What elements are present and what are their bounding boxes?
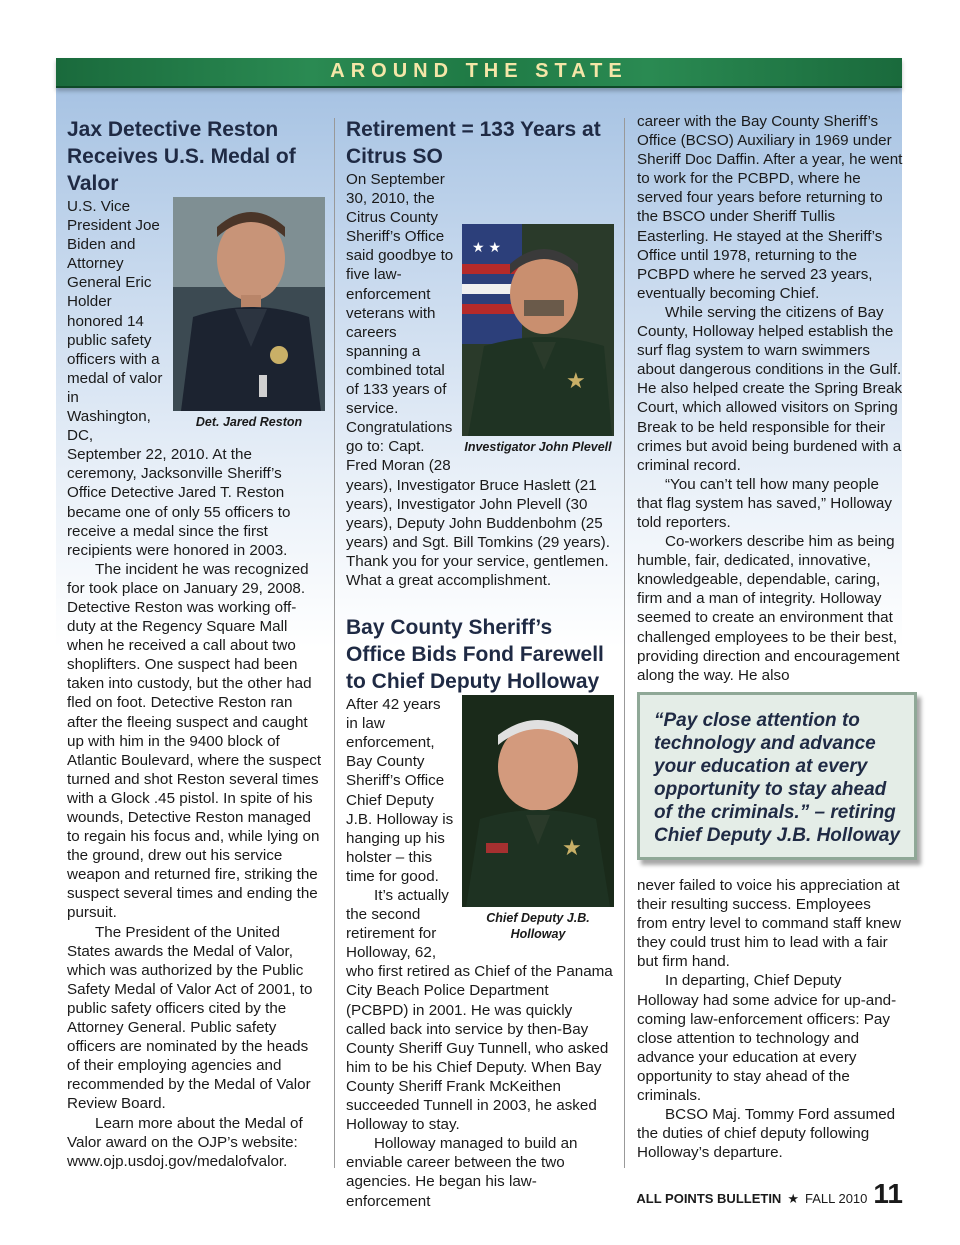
paragraph: “You can’t tell how many people that flag system has saved,” Holloway told reporters. xyxy=(637,475,892,531)
paragraph: career with the Bay County Sheriff’s Office (BCSO) Auxiliary in 1969 under Sheriff Doc Daffin. After a year, he went to work for the PCBPD, where he served four years before returning to the BSCO under Sheriff Tullis Easterling. He stayed at the Sheriff’s Office until 1978, returning to the PCBPD where he served 23 years, eventually becoming Chief. xyxy=(637,113,903,302)
paragraph: It’s actually the second retirement for Holloway, 62, who first retired as Chief of the Panama City Beach Police Department (PCBPD) in 2001. He was quickly called back into service by then-Bay County Sheriff Guy Tunnell, who asked him to be his Chief Deputy. When Bay County Sheriff Frank McKeithen succeeded Tunnell in 2003, he asked Holloway to stay. xyxy=(346,887,613,1134)
article-medal-of-valor xyxy=(67,116,325,1171)
column-divider-right xyxy=(624,118,625,1168)
svg-text:★: ★ xyxy=(566,368,586,393)
publication-name: ALL POINTS BULLETIN xyxy=(636,1191,782,1206)
svg-text:★: ★ xyxy=(562,835,582,861)
paragraph: The President of the United States awards the Medal of Valor, which was authorized by the Public Safety Medal of Valor Act of 2001, to public safety officers cited by the Attorney General. Public safety officers are nominated by the heads of their employing agencies and recommended by the Medal of Valor Review Board. xyxy=(67,923,313,1113)
paragraph: Learn more about the Medal of Valor award on the OJP’s website: www.ojp.usdoj.gov/medalofvalor. xyxy=(67,1114,303,1170)
photo-investigator-plevell xyxy=(462,224,614,455)
article-headline: Bay County Sheriff’s Office Bids Fond Farewell to Chief Deputy Holloway xyxy=(346,616,604,694)
pull-quote-text: “Pay close attention to technology and advance your education at every opportunity to stay ahead of the criminals.” – retiring Chief Deputy J.B. Holloway xyxy=(654,710,900,846)
paragraph: On September 30, 2010, the Citrus County Sheriff’s Office said goodbye to five law-enforcement veterans with careers spanning a combined total of 133 years of service. Congratulations go to: Capt. Fred Moran (28 years), Investigator Bruce Haslett (21 years), Investigator John Plevell (30 years), Deputy John Buddenbohm (25 years) and Sgt. Bill Tomkins (29 years). Thank you for your service, gentlemen. What a great accomplishment. xyxy=(346,171,610,589)
page-number: 11 xyxy=(873,1178,903,1209)
article-headline: Jax Detective Reston Receives U.S. Medal of Valor xyxy=(67,118,296,195)
paragraph: never failed to voice his appreciation at their resulting success. Employees from entry level to command staff knew they could trust him to lead with a fair but firm hand. xyxy=(637,877,901,971)
svg-text:★ ★: ★ ★ xyxy=(472,239,501,255)
section-banner xyxy=(56,58,902,88)
portrait-image xyxy=(462,224,614,436)
paragraph: Co-workers describe him as being humble, fair, dedicated, innovative, knowledgeable, dependable, caring, firm and a man of integrity. Holloway seemed to create an environment that challenged employees to be their best, providing direction and encouragement along the way. He also xyxy=(637,533,900,684)
photo-det-reston xyxy=(173,197,325,430)
paragraph: After 42 years in law enforcement, Bay County Sheriff’s Office Chief Deputy J.B. Holloway is hanging up his holster – this time for good. xyxy=(346,696,454,885)
photo-caption: Det. Jared Reston xyxy=(195,415,303,429)
article-citrus-retirement xyxy=(346,116,614,1211)
paragraph: Holloway managed to build an enviable career between the two agencies. He began his law-enforcement xyxy=(346,1135,578,1210)
section-banner-title: AROUND THE STATE xyxy=(330,60,628,82)
pull-quote xyxy=(637,692,917,860)
page-footer xyxy=(636,1178,903,1210)
portrait-image xyxy=(173,197,325,411)
paragraph: BCSO Maj. Tommy Ford assumed the duties of chief deputy following Holloway’s departure. xyxy=(637,1106,896,1162)
photo-caption: Chief Deputy J.B. Holloway xyxy=(486,911,590,942)
article-holloway-continued xyxy=(637,112,905,685)
portrait-image xyxy=(462,695,614,907)
photo-caption: Investigator John Plevell xyxy=(464,440,612,454)
paragraph: While serving the citizens of Bay County, Holloway helped establish the surf flag system to warn swimmers about dangerous conditions in the Gulf. He also helped create the Spring Break Court, which allowed visitors on Spring Break to be held responsible for their crimes but avoid being burdened with a criminal record. xyxy=(637,303,903,474)
article-holloway-end xyxy=(637,876,905,1162)
paragraph: The incident he was recognized for took place on January 29, 2008. Detective Reston was working off-duty at the Regency Square Mall when he received a call about two shoplifters. One suspect had been taken into custody, but the other had fled on foot. Detective Reston ran after the fleeing suspect and caught up with him in the 9400 block of Atlantic Boulevard, where the suspect turned and shot Reston several times with a Glock .45 pistol. In spite of his wounds, Detective Reston managed to regain his focus and, while lying on the ground, drew out his service weapon and returned fire, striking the suspect several times and ending the pursuit. xyxy=(67,560,322,922)
article-headline: Retirement = 133 Years at Citrus SO xyxy=(346,118,601,168)
issue-season: FALL 2010 xyxy=(804,1191,868,1206)
paragraph: In departing, Chief Deputy Holloway had some advice for up-and-coming law-enforcement officers: Pay close attention to technology and advance your education at every opportunity to stay ahead of the criminals. xyxy=(637,972,897,1105)
paragraph: U.S. Vice President Joe Biden and Attorney General Eric Holder honored 14 public safety officers with a medal of valor in Washington, DC, September 22, 2010. At the ceremony, Jacksonville Sheriff’s Office Detective Jared T. Reston became one of only 55 officers to receive a medal since the first recipients were honored in 2003. xyxy=(67,198,291,559)
star-separator: ★ xyxy=(787,1191,799,1206)
photo-chief-deputy-holloway xyxy=(462,695,614,942)
column-divider-left xyxy=(334,118,335,1168)
